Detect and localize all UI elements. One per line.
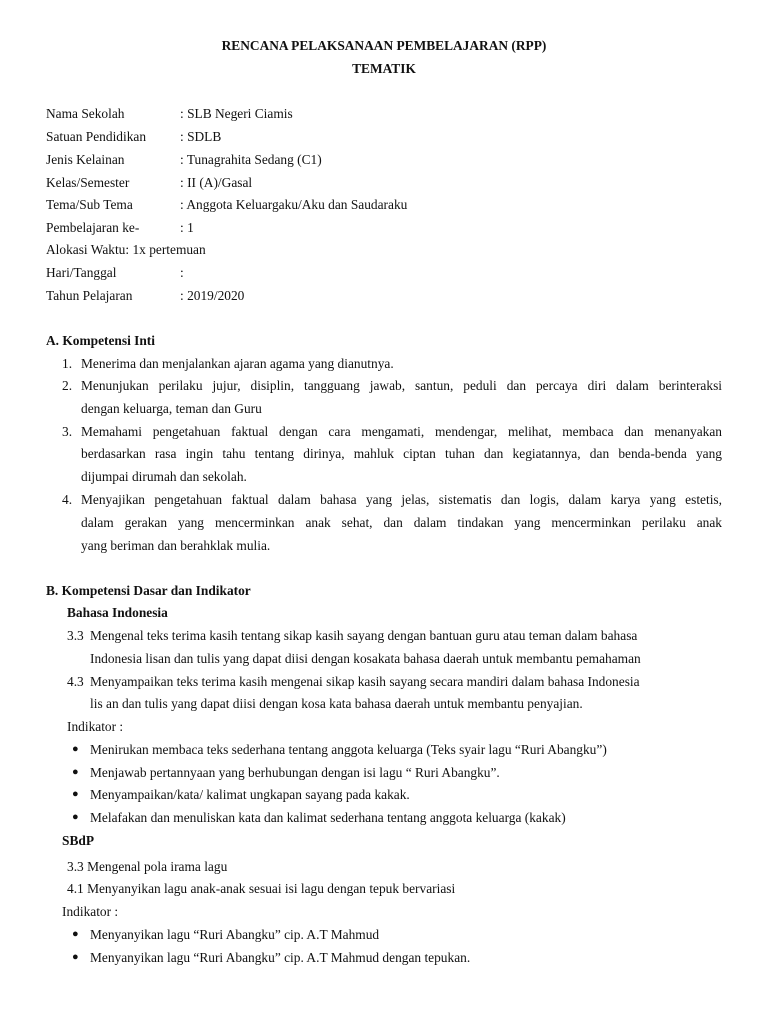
bullet-icon: ●: [72, 766, 79, 778]
kd-line: 4.1 Menyanyikan lagu anak-anak sesuai isi lagu dengan tepuk bervariasi: [67, 881, 456, 896]
identity-label: Satuan Pendidikan: [46, 129, 147, 144]
list-item: Menirukan membaca teks sederhana tentang anggota keluarga (Teks syair lagu “Ruri Abangku”): [90, 742, 607, 757]
identity-value: : SDLB: [180, 129, 222, 144]
identity-label: Pembelajaran ke-: [46, 220, 140, 235]
kd-line: Menyampaikan teks terima kasih mengenai sikap kasih sayang secara mandiri dalam bahasa Indonesia: [90, 674, 640, 689]
list-item: Menyanyikan lagu “Ruri Abangku” cip. A.T Mahmud: [90, 927, 380, 942]
indikator-label: Indikator :: [62, 904, 119, 919]
kompetensi-dasar-heading: B. Kompetensi Dasar dan Indikator: [46, 583, 251, 598]
identity-label: Jenis Kelainan: [46, 152, 125, 167]
identity-label: Kelas/Semester: [46, 175, 130, 190]
bullet-icon: ●: [72, 951, 79, 963]
identity-label: Tema/Sub Tema: [46, 197, 133, 212]
list-number: 4.: [62, 492, 73, 507]
list-item: Menyampaikan/kata/ kalimat ungkapan sayang pada kakak.: [90, 787, 410, 802]
list-item-line: Menerima dan menjalankan ajaran agama yang dianutnya.: [81, 356, 394, 371]
identity-label: Tahun Pelajaran: [46, 288, 133, 303]
identity-value: : SLB Negeri Ciamis: [180, 106, 293, 121]
list-item-line: dengan keluarga, teman dan Guru: [81, 401, 262, 416]
bullet-icon: ●: [72, 788, 79, 800]
kd-line: 3.3 Mengenal pola irama lagu: [67, 859, 228, 874]
list-item-line: Memahami pengetahuan faktual dengan cara mengamati, mendengar, melihat, membaca dan menanyakan: [81, 424, 722, 439]
identity-value: : 2019/2020: [180, 288, 245, 303]
subject-title-sbdp: SBdP: [62, 833, 95, 848]
document-title: RENCANA PELAKSANAAN PEMBELAJARAN (RPP): [221, 38, 547, 53]
list-item-line: Menyajikan pengetahuan faktual dalam bahasa yang jelas, sistematis dan logis, dalam karya yang estetis,: [81, 492, 722, 507]
bullet-icon: ●: [72, 811, 79, 823]
list-item-line: Menunjukan perilaku jujur, disiplin, tangguang jawab, santun, peduli dan percaya diri dalam berinteraksi: [81, 378, 722, 393]
list-number: 1.: [62, 356, 73, 371]
kompetensi-inti-heading: A. Kompetensi Inti: [46, 333, 155, 348]
list-item-line: dijumpai dirumah dan sekolah.: [81, 469, 247, 484]
list-item-line: berdasarkan rasa ingin tahu tentang dirinya, mahluk ciptan tuhan dan kegiatannya, dan benda-benda yang: [81, 446, 722, 461]
identity-label: Hari/Tanggal: [46, 265, 117, 280]
list-item: Menjawab pertannyaan yang berhubungan dengan isi lagu “ Ruri Abangku”.: [90, 765, 500, 780]
identity-value: :: [180, 265, 184, 280]
kd-line: lis an dan tulis yang dapat diisi dengan kosa kata bahasa daerah untuk membantu penyajian.: [90, 696, 583, 711]
indikator-label: Indikator :: [67, 719, 124, 734]
list-item: Melafakan dan menuliskan kata dan kalimat sederhana tentang anggota keluarga (kakak): [90, 810, 566, 825]
list-number: 3.: [62, 424, 73, 439]
identity-label: Alokasi Waktu: 1x pertemuan: [46, 242, 206, 257]
kd-line: Indonesia lisan dan tulis yang dapat diisi dengan kosakata bahasa daerah untuk membantu pemahaman: [90, 651, 641, 666]
identity-value: : Anggota Keluargaku/Aku dan Saudaraku: [180, 197, 408, 212]
identity-label: Nama Sekolah: [46, 106, 125, 121]
document-subtitle: TEMATIK: [352, 61, 416, 76]
identity-value: : Tunagrahita Sedang (C1): [180, 152, 322, 167]
list-number: 2.: [62, 378, 73, 393]
kd-number: 4.3: [67, 674, 84, 689]
bullet-icon: ●: [72, 928, 79, 940]
list-item-line: yang beriman dan berahklak mulia.: [81, 538, 271, 553]
identity-value: : II (A)/Gasal: [180, 175, 253, 190]
identity-value: : 1: [180, 220, 194, 235]
bullet-icon: ●: [72, 743, 79, 755]
kd-line: Mengenal teks terima kasih tentang sikap kasih sayang dengan bantuan guru atau teman dalam bahasa: [90, 628, 638, 643]
kd-number: 3.3: [67, 628, 84, 643]
list-item: Menyanyikan lagu “Ruri Abangku” cip. A.T Mahmud dengan tepukan.: [90, 950, 471, 965]
list-item-line: dalam gerakan yang mencerminkan anak sehat, dan dalam tindakan yang mencerminkan perilaku anak: [81, 515, 722, 530]
subject-title-bahasa: Bahasa Indonesia: [67, 605, 168, 620]
